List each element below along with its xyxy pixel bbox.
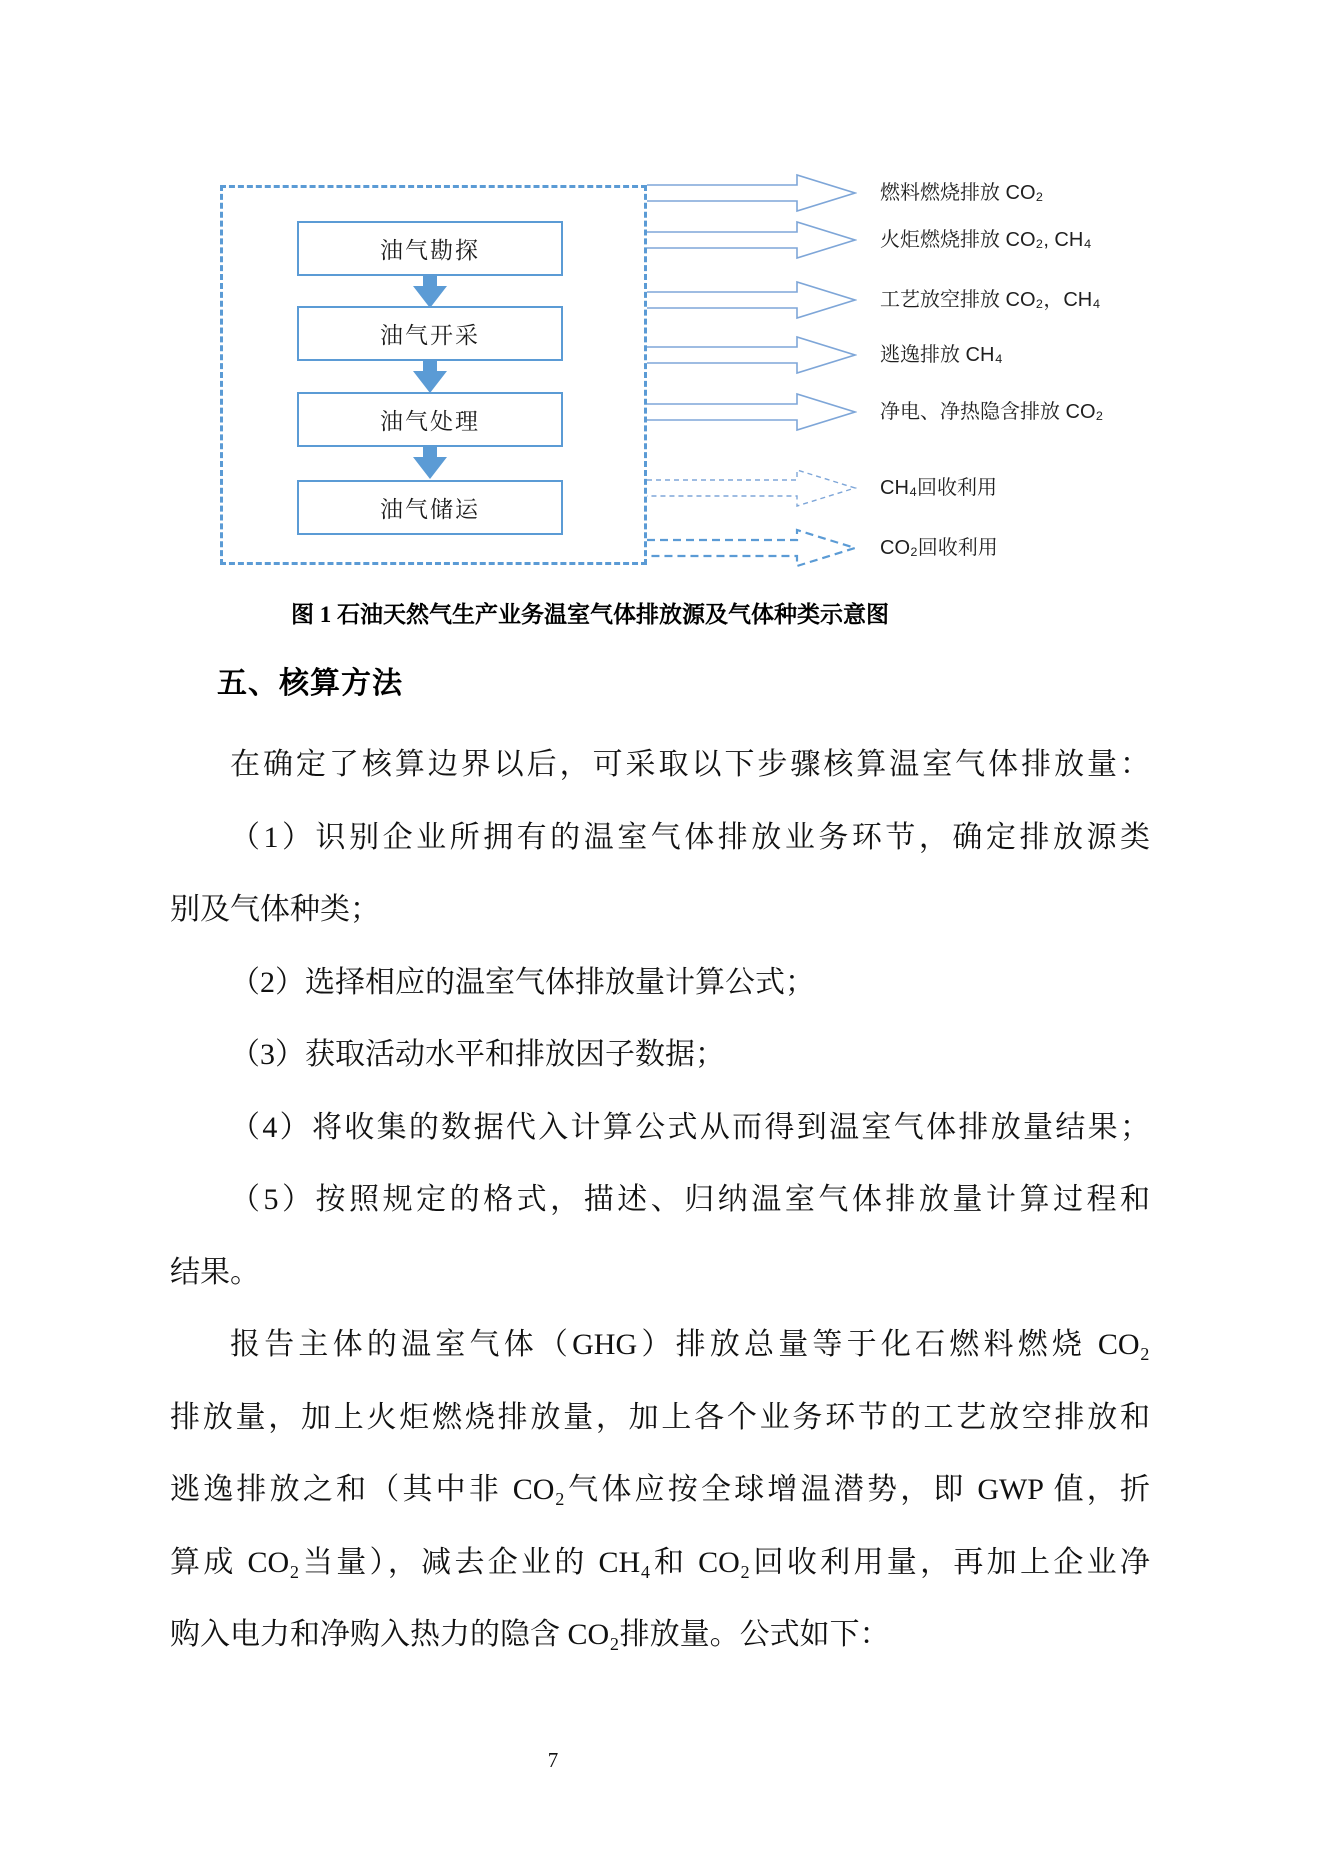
- right-arrow-dashed-icon: [647, 466, 857, 510]
- body-line: （3）获取活动水平和排放因子数据；: [230, 1038, 725, 1071]
- down-arrow-icon: [412, 359, 448, 393]
- flow-box-storage-transport: [297, 480, 563, 535]
- down-arrow-icon: [412, 445, 448, 479]
- flow-box-exploration: [297, 221, 563, 276]
- page-number: 7: [547, 1748, 559, 1772]
- emission-label: 净电、净热隐含排放 CO₂: [880, 401, 1104, 423]
- flow-box-processing: [297, 392, 563, 447]
- flow-box-label: 油气勘探: [380, 237, 480, 263]
- figure-caption: 图 1 石油天然气生产业务温室气体排放源及气体种类示意图: [291, 602, 889, 627]
- section-heading: 五、核算方法: [217, 667, 403, 700]
- emission-label: CH₄回收利用: [880, 477, 998, 499]
- body-line: （4）将收集的数据代入计算公式从而得到温室气体排放量结果；: [230, 1110, 1150, 1144]
- body-line: 别及气体种类；: [170, 893, 380, 926]
- body-line: （1）识别企业所拥有的温室气体排放业务环节，确定排放源类: [230, 820, 1150, 854]
- right-arrow-icon: [647, 171, 857, 215]
- emission-label: CO₂回收利用: [880, 537, 998, 559]
- body-line: （2）选择相应的温室气体排放量计算公式；: [230, 965, 815, 999]
- body-text: [170, 729, 1150, 1672]
- body-line: 报告主体的温室气体（GHG）排放总量等于化石燃料燃烧 CO₂: [230, 1328, 1150, 1361]
- body-line: 逃逸排放之和（其中非 CO₂气体应按全球增温潜势，即 GWP 值，折: [170, 1473, 1150, 1506]
- body-line: 排放量，加上火炬燃烧排放量，加上各个业务环节的工艺放空排放和: [170, 1400, 1150, 1434]
- right-arrow-dashed-icon: [647, 526, 857, 570]
- body-line: 购入电力和净购入热力的隐含 CO₂排放量。公式如下：: [170, 1618, 890, 1651]
- flow-box-label: 油气处理: [380, 408, 480, 434]
- down-arrow-icon: [412, 274, 448, 308]
- body-line: （5）按照规定的格式，描述、归纳温室气体排放量计算过程和: [230, 1183, 1150, 1216]
- body-line: 算成 CO₂当量），减去企业的 CH₄和 CO₂回收利用量，再加上企业净: [170, 1545, 1150, 1579]
- body-line: 结果。: [170, 1255, 260, 1289]
- emission-label: 逃逸排放 CH₄: [880, 344, 1003, 366]
- emission-label: 工艺放空排放 CO₂，CH₄: [880, 289, 1101, 311]
- emission-label: 火炬燃烧排放 CO₂, CH₄: [880, 229, 1092, 251]
- right-arrow-icon: [647, 390, 857, 434]
- flow-box-label: 油气储运: [380, 496, 480, 522]
- body-line: 在确定了核算边界以后，可采取以下步骤核算温室气体排放量：: [230, 748, 1150, 781]
- flow-box-label: 油气开采: [380, 322, 480, 348]
- right-arrow-icon: [647, 333, 857, 377]
- flow-box-extraction: [297, 306, 563, 361]
- emission-label: 燃料燃烧排放 CO₂: [880, 182, 1044, 204]
- right-arrow-icon: [647, 218, 857, 262]
- figure-diagram: [0, 0, 1323, 600]
- right-arrow-icon: [647, 278, 857, 322]
